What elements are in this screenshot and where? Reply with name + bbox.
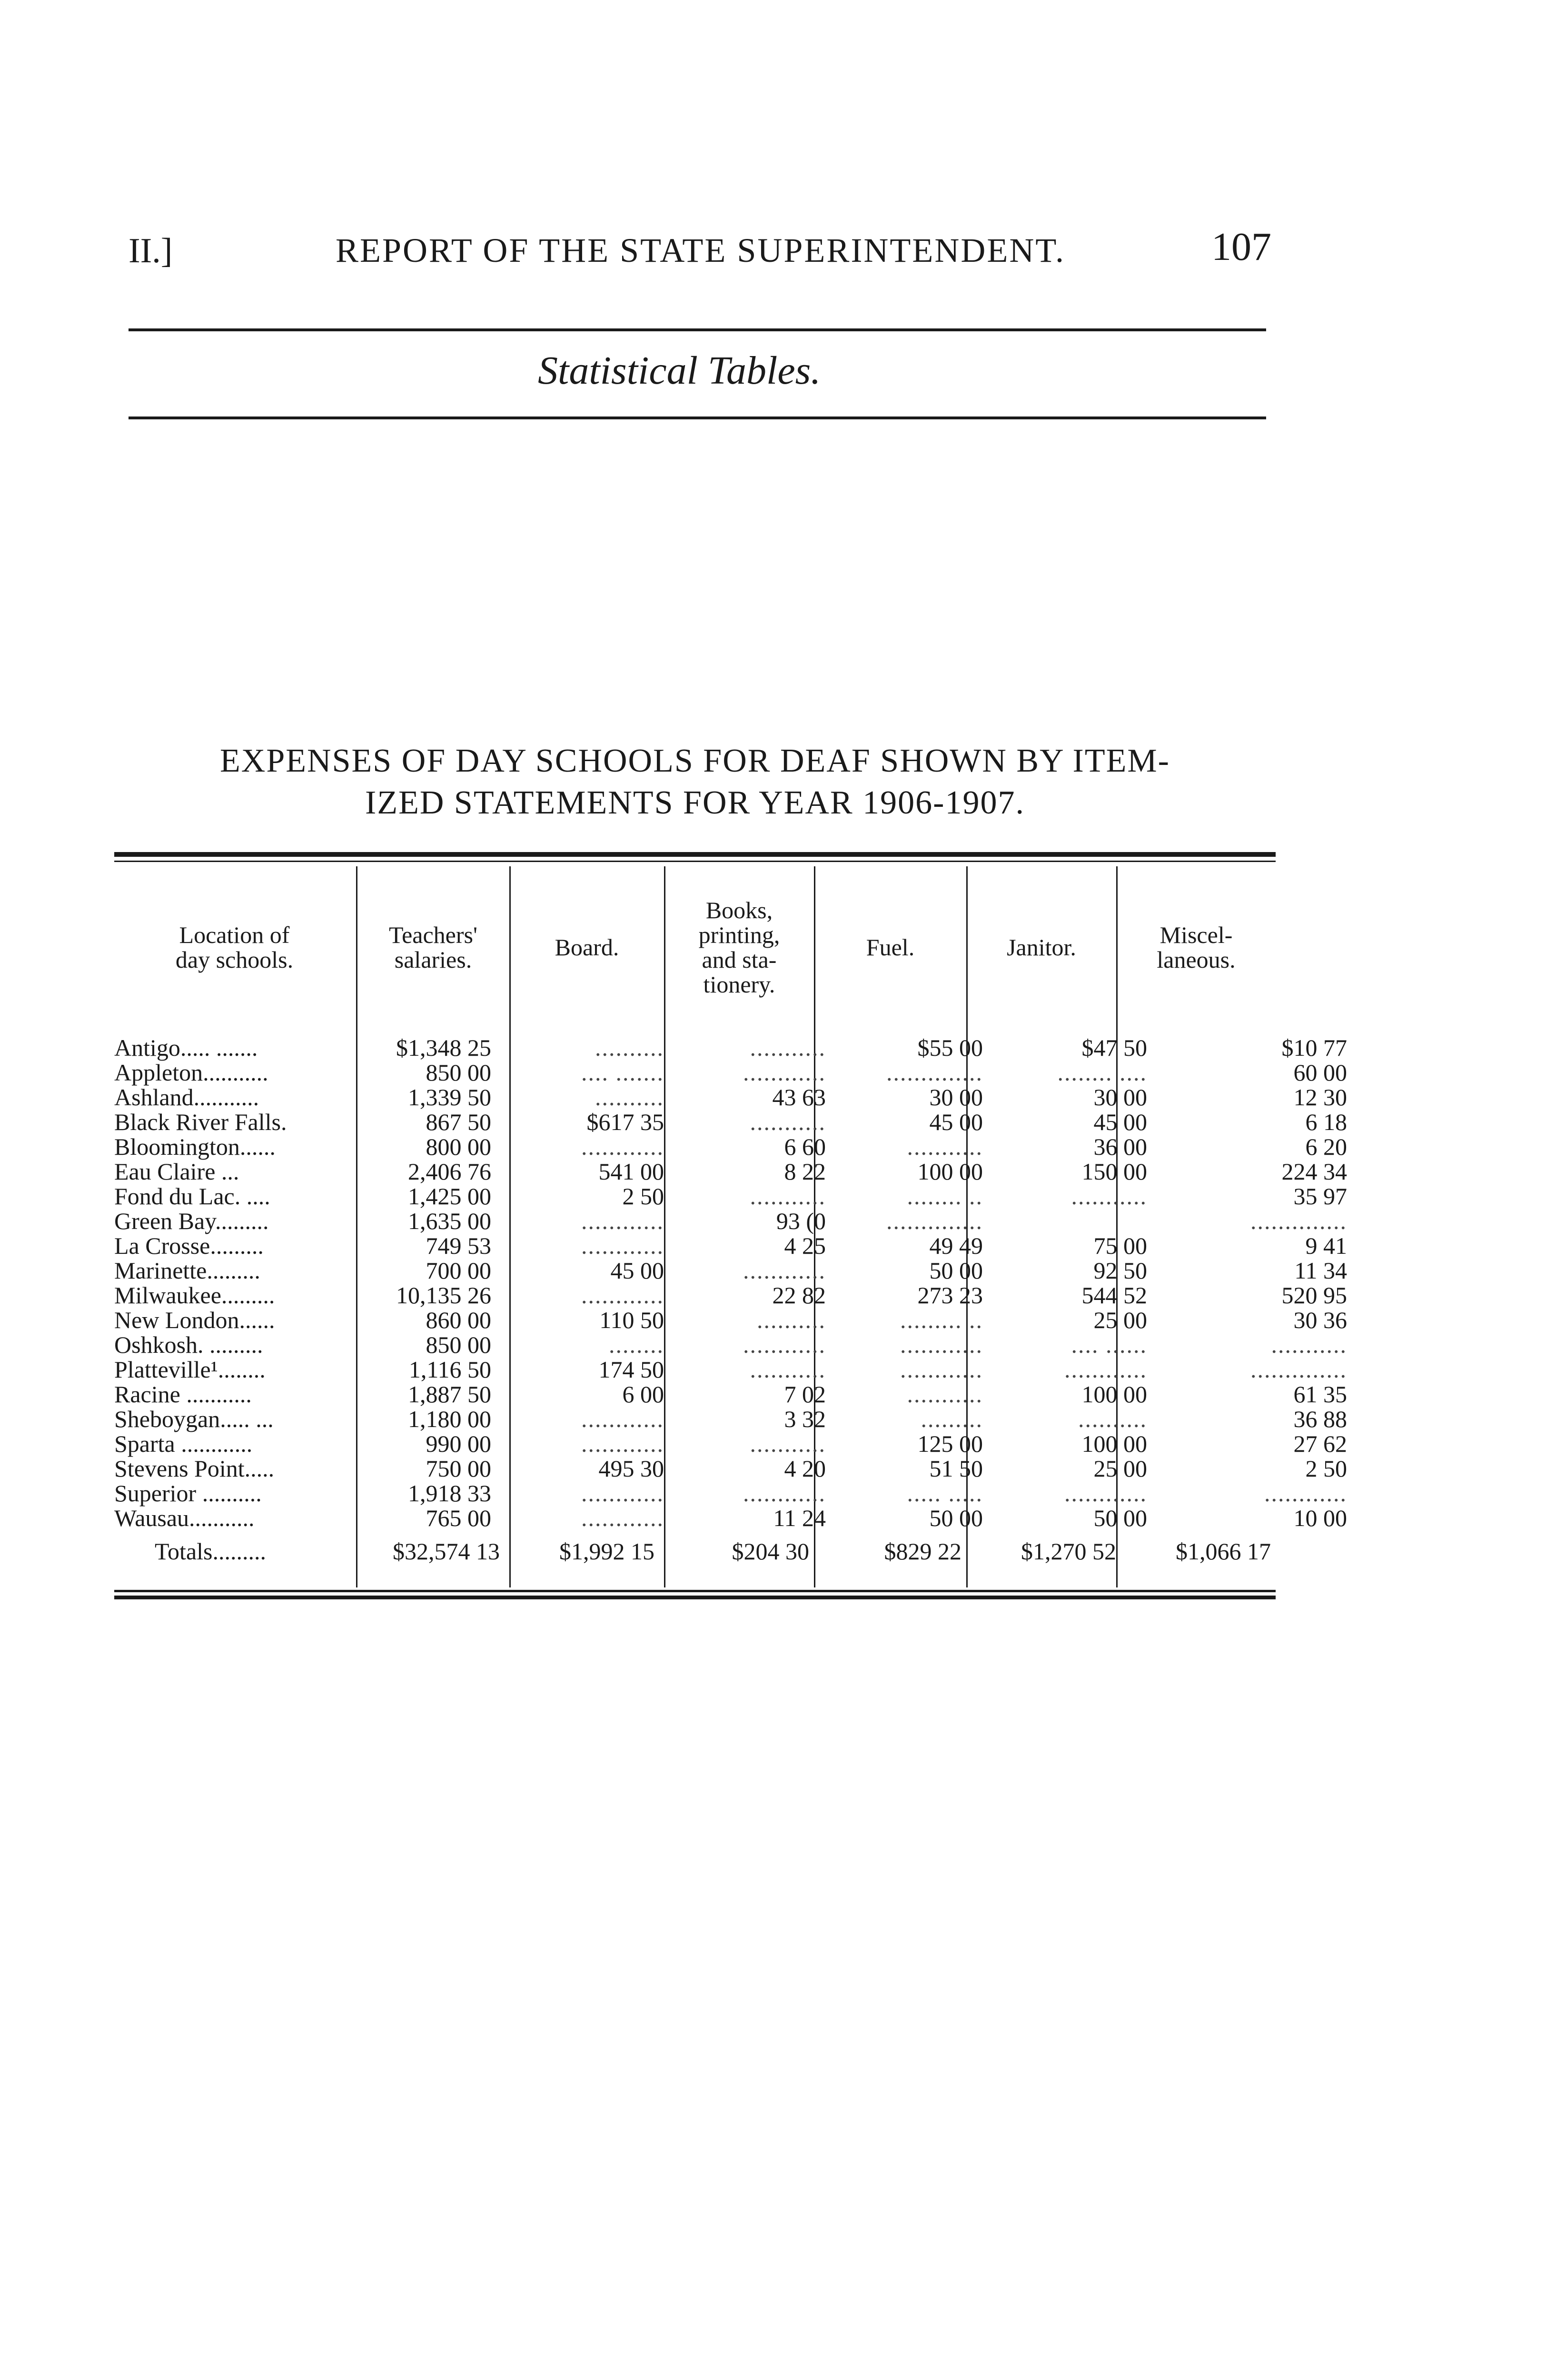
column-header-board: Board.	[555, 934, 619, 961]
cell-misc: 35 97	[1293, 1183, 1347, 1210]
column-header-location: Location of day schools.	[175, 922, 294, 973]
table-row	[114, 1059, 1347, 1086]
table-row	[114, 1331, 1347, 1358]
cell-salaries: 1,339 50	[408, 1084, 491, 1111]
cell-misc: 224 34	[1281, 1158, 1347, 1185]
table-row	[114, 1034, 1347, 1061]
cell-board: ............	[581, 1505, 664, 1531]
table-top-rule-thin	[114, 861, 1276, 862]
cell-fuel: 273 23	[917, 1282, 983, 1309]
cell-janitor: $47 50	[1081, 1034, 1147, 1061]
totals-salaries: $32,574 13	[393, 1538, 500, 1565]
table-title-line-1: EXPENSES OF DAY SCHOOLS FOR DEAF SHOWN BY ITEM-	[220, 743, 1170, 779]
cell-janitor: ........ ....	[1057, 1059, 1147, 1086]
cell-misc: ............	[1264, 1480, 1347, 1507]
cell-fuel: ........ ..	[907, 1183, 983, 1210]
cell-salaries: 700 00	[426, 1257, 491, 1284]
cell-fuel: 45 00	[929, 1109, 983, 1135]
cell-janitor: 544 52	[1081, 1282, 1147, 1309]
table-row	[114, 1158, 1347, 1185]
cell-fuel: 49 49	[929, 1232, 983, 1259]
totals-books: $204 30	[732, 1538, 809, 1565]
column-header-books: Books, printing, and sta- tionery.	[698, 897, 780, 998]
cell-loc: Racine ...........	[114, 1381, 252, 1408]
cell-board: 45 00	[610, 1257, 664, 1284]
cell-books: ............	[743, 1480, 826, 1507]
cell-janitor: .... ......	[1071, 1331, 1147, 1358]
cell-loc: Eau Claire ...	[114, 1158, 239, 1185]
table-row	[114, 1257, 1347, 1284]
cell-fuel: 50 00	[929, 1505, 983, 1531]
cell-misc: 61 35	[1293, 1381, 1347, 1408]
cell-janitor: 100 00	[1081, 1381, 1147, 1408]
cell-board: 2 50	[622, 1183, 664, 1210]
cell-books: ...........	[750, 1430, 826, 1457]
cell-salaries: 2,406 76	[408, 1158, 491, 1185]
table-row	[114, 1455, 1347, 1482]
running-title: REPORT OF THE STATE SUPERINTENDENT.	[336, 231, 1065, 269]
cell-loc: Bloomington......	[114, 1133, 276, 1160]
cell-loc: Fond du Lac. ....	[114, 1183, 270, 1210]
cell-books: ............	[743, 1331, 826, 1358]
cell-janitor: 150 00	[1081, 1158, 1147, 1185]
cell-janitor: ...........	[1071, 1183, 1147, 1210]
cell-loc: La Crosse.........	[114, 1232, 264, 1259]
cell-fuel: 125 00	[917, 1430, 983, 1457]
totals-row	[114, 1537, 1276, 1566]
section-subtitle: Statistical Tables.	[538, 348, 821, 393]
cell-janitor: 45 00	[1093, 1109, 1147, 1135]
cell-salaries: 765 00	[426, 1505, 491, 1531]
cell-fuel: ............	[900, 1356, 983, 1383]
cell-salaries: 750 00	[426, 1455, 491, 1482]
cell-misc: $10 77	[1281, 1034, 1347, 1061]
cell-fuel: 30 00	[929, 1084, 983, 1111]
cell-loc: Wausau...........	[114, 1505, 255, 1531]
cell-salaries: 800 00	[426, 1133, 491, 1160]
header-rule	[129, 328, 1266, 331]
cell-fuel: ...........	[907, 1381, 983, 1408]
cell-salaries: 10,135 26	[396, 1282, 491, 1309]
cell-fuel: ..... .....	[907, 1480, 983, 1507]
cell-board: .... .......	[581, 1059, 664, 1086]
cell-fuel: ...........	[907, 1133, 983, 1160]
cell-fuel: ..............	[886, 1059, 983, 1086]
cell-fuel: $55 00	[917, 1034, 983, 1061]
totals-label: Totals.........	[155, 1538, 266, 1565]
cell-board: ............	[581, 1406, 664, 1432]
cell-misc: ..............	[1250, 1356, 1347, 1383]
cell-salaries: 867 50	[426, 1109, 491, 1135]
column-header-misc: Miscel- laneous.	[1157, 922, 1236, 973]
table-row	[114, 1356, 1347, 1383]
cell-janitor: 50 00	[1093, 1505, 1147, 1531]
cell-salaries: 749 53	[426, 1232, 491, 1259]
cell-misc: 12 30	[1293, 1084, 1347, 1111]
cell-misc: ...........	[1271, 1331, 1347, 1358]
cell-books: 93 (0	[776, 1208, 826, 1234]
table-row	[114, 1084, 1347, 1111]
cell-salaries: 1,918 33	[408, 1480, 491, 1507]
cell-fuel: 100 00	[917, 1158, 983, 1185]
cell-loc: Green Bay.........	[114, 1208, 269, 1234]
cell-books: ...........	[750, 1183, 826, 1210]
cell-salaries: 850 00	[426, 1331, 491, 1358]
cell-salaries: 1,180 00	[408, 1406, 491, 1432]
totals-janitor: $1,270 52	[1021, 1538, 1116, 1565]
cell-books: 8 22	[784, 1158, 826, 1185]
cell-janitor: 25 00	[1093, 1455, 1147, 1482]
table-title-line-2: IZED STATEMENTS FOR YEAR 1906-1907.	[365, 784, 1025, 821]
cell-board: 174 50	[598, 1356, 664, 1383]
cell-board: ............	[581, 1232, 664, 1259]
cell-books: 3 32	[784, 1406, 826, 1432]
table-row	[114, 1208, 1347, 1234]
cell-misc: 520 95	[1281, 1282, 1347, 1309]
totals-misc: $1,066 17	[1176, 1538, 1271, 1565]
cell-misc: 60 00	[1293, 1059, 1347, 1086]
cell-books: 4 20	[784, 1455, 826, 1482]
table-bottom-rule	[114, 1590, 1276, 1592]
cell-loc: Sheboygan..... ...	[114, 1406, 274, 1432]
cell-salaries: $1,348 25	[396, 1034, 491, 1061]
cell-board: ............	[581, 1133, 664, 1160]
column-header-fuel: Fuel.	[866, 934, 915, 961]
cell-janitor: 30 00	[1093, 1084, 1147, 1111]
cell-board: ............	[581, 1282, 664, 1309]
cell-loc: Superior ..........	[114, 1480, 262, 1507]
cell-loc: Platteville¹........	[114, 1356, 266, 1383]
page-number: 107	[1211, 225, 1271, 269]
table-row	[114, 1480, 1347, 1507]
totals-board: $1,992 15	[559, 1538, 654, 1565]
cell-books: 11 24	[773, 1505, 826, 1531]
cell-board: ............	[581, 1430, 664, 1457]
cell-janitor: 100 00	[1081, 1430, 1147, 1457]
cell-salaries: 850 00	[426, 1059, 491, 1086]
cell-loc: Milwaukee.........	[114, 1282, 275, 1309]
cell-books: 22 82	[772, 1282, 826, 1309]
cell-salaries: 990 00	[426, 1430, 491, 1457]
cell-books: 4 25	[784, 1232, 826, 1259]
cell-salaries: 1,425 00	[408, 1183, 491, 1210]
cell-books: ...........	[750, 1109, 826, 1135]
cell-janitor: ............	[1064, 1356, 1147, 1383]
cell-misc: 27 62	[1293, 1430, 1347, 1457]
cell-fuel: 51 50	[929, 1455, 983, 1482]
cell-loc: Sparta ............	[114, 1430, 253, 1457]
cell-loc: Antigo..... .......	[114, 1034, 258, 1061]
cell-books: 7 02	[784, 1381, 826, 1408]
table-row	[114, 1282, 1347, 1309]
cell-misc: ..............	[1250, 1208, 1347, 1234]
table-row	[114, 1430, 1347, 1457]
cell-books: ..........	[757, 1307, 826, 1333]
cell-salaries: 1,635 00	[408, 1208, 491, 1234]
cell-fuel: ..............	[886, 1208, 983, 1234]
table-row	[114, 1505, 1347, 1531]
cell-board: 6 00	[622, 1381, 664, 1408]
cell-janitor: ............	[1064, 1480, 1147, 1507]
cell-misc: 10 00	[1293, 1505, 1347, 1531]
table-row	[114, 1183, 1347, 1210]
cell-misc: 36 88	[1293, 1406, 1347, 1432]
subtitle-rule	[129, 416, 1266, 419]
cell-board: ............	[581, 1480, 664, 1507]
table-row	[114, 1307, 1347, 1333]
cell-loc: Marinette.........	[114, 1257, 260, 1284]
cell-loc: Appleton...........	[114, 1059, 268, 1086]
cell-misc: 9 41	[1305, 1232, 1347, 1259]
cell-janitor: 25 00	[1093, 1307, 1147, 1333]
cell-board: ..........	[595, 1084, 664, 1111]
cell-salaries: 1,887 50	[408, 1381, 491, 1408]
cell-fuel: ......... ..	[900, 1307, 983, 1333]
cell-loc: Ashland...........	[114, 1084, 259, 1111]
cell-fuel: .........	[921, 1406, 983, 1432]
cell-loc: Oshkosh. .........	[114, 1331, 263, 1358]
cell-books: ............	[743, 1059, 826, 1086]
table-title	[114, 740, 1276, 824]
cell-board: ............	[581, 1208, 664, 1234]
column-header-salaries: Teachers' salaries.	[389, 922, 477, 973]
cell-janitor: 92 50	[1093, 1257, 1147, 1284]
cell-misc: 6 20	[1305, 1133, 1347, 1160]
cell-fuel: 50 00	[929, 1257, 983, 1284]
cell-loc: Black River Falls.	[114, 1109, 287, 1135]
cell-board: 110 50	[599, 1307, 664, 1333]
cell-misc: 11 34	[1294, 1257, 1347, 1284]
cell-loc: Stevens Point.....	[114, 1455, 275, 1482]
table-row	[114, 1381, 1347, 1408]
table-row	[114, 1109, 1347, 1135]
table-bottom-rule-thick	[114, 1596, 1276, 1599]
column-header-janitor: Janitor.	[1007, 934, 1076, 961]
cell-board: ..........	[595, 1034, 664, 1061]
cell-misc: 2 50	[1305, 1455, 1347, 1482]
cell-books: ...........	[750, 1356, 826, 1383]
table-row	[114, 1232, 1347, 1259]
cell-salaries: 860 00	[426, 1307, 491, 1333]
cell-janitor: ..........	[1078, 1406, 1147, 1432]
totals-fuel: $829 22	[884, 1538, 961, 1565]
cell-loc: New London......	[114, 1307, 275, 1333]
cell-salaries: 1,116 50	[408, 1356, 491, 1383]
cell-misc: 6 18	[1305, 1109, 1347, 1135]
cell-janitor: 75 00	[1093, 1232, 1147, 1259]
table-body	[114, 1034, 1347, 1531]
cell-janitor: 36 00	[1093, 1133, 1147, 1160]
cell-misc: 30 36	[1293, 1307, 1347, 1333]
cell-board: 495 30	[598, 1455, 664, 1482]
cell-fuel: ............	[900, 1331, 983, 1358]
cell-board: $617 35	[586, 1109, 664, 1135]
cell-books: 43 63	[772, 1084, 826, 1111]
cell-books: 6 60	[784, 1133, 826, 1160]
cell-board: ........	[609, 1331, 664, 1358]
cell-books: ...........	[750, 1034, 826, 1061]
table-top-rule	[114, 852, 1276, 857]
cell-board: 541 00	[598, 1158, 664, 1185]
table-row	[114, 1406, 1347, 1432]
cell-books: ............	[743, 1257, 826, 1284]
table-row	[114, 1133, 1347, 1160]
section-number: II.]	[129, 231, 173, 270]
